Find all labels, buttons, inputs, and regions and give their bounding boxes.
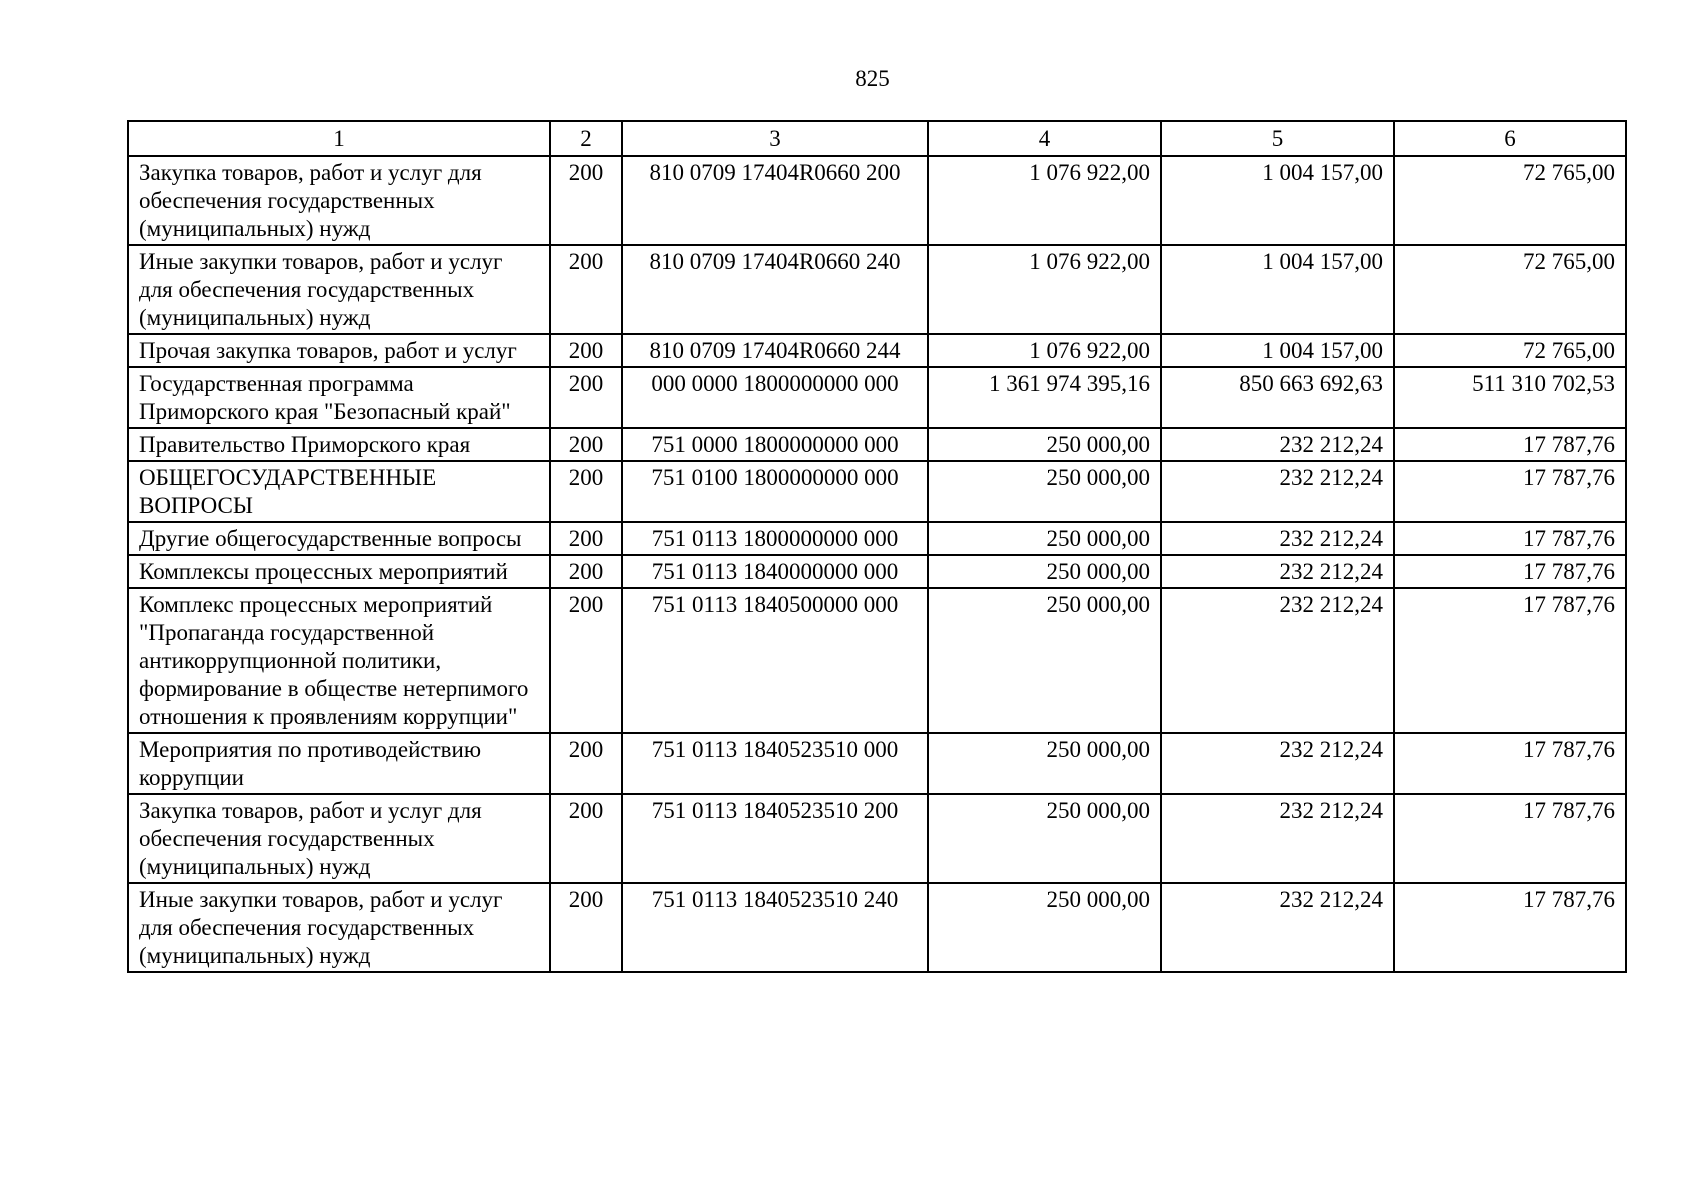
header-col-6: 6 (1394, 121, 1626, 156)
header-col-4: 4 (928, 121, 1161, 156)
header-col-3: 3 (622, 121, 928, 156)
header-col-2: 2 (550, 121, 622, 156)
row-amount-col5-cell: 232 212,24 (1161, 883, 1394, 972)
row-amount-col4-cell: 250 000,00 (928, 461, 1161, 522)
row-amount-col4-cell: 250 000,00 (928, 794, 1161, 883)
row-name-cell: Прочая закупка товаров, работ и услуг (128, 334, 550, 367)
row-amount-col4-cell: 250 000,00 (928, 588, 1161, 733)
row-name-cell: Комплексы процессных мероприятий (128, 555, 550, 588)
row-code-cell: 200 (550, 883, 622, 972)
row-amount-col4-cell: 250 000,00 (928, 522, 1161, 555)
row-amount-col5-cell: 232 212,24 (1161, 794, 1394, 883)
row-amount-col4-cell: 250 000,00 (928, 555, 1161, 588)
table-row (128, 555, 1626, 588)
row-amount-col4-cell: 250 000,00 (928, 883, 1161, 972)
table-row (128, 733, 1626, 794)
row-amount-col4-cell: 1 076 922,00 (928, 245, 1161, 334)
row-amount-col6-cell: 72 765,00 (1394, 245, 1626, 334)
row-code-cell: 200 (550, 794, 622, 883)
row-amount-col6-cell: 17 787,76 (1394, 588, 1626, 733)
row-kbk-cell: 751 0113 1800000000 000 (622, 522, 928, 555)
row-code-cell: 200 (550, 461, 622, 522)
row-amount-col5-cell: 850 663 692,63 (1161, 367, 1394, 428)
row-amount-col4-cell: 1 361 974 395,16 (928, 367, 1161, 428)
table-row (128, 428, 1626, 461)
row-amount-col5-cell: 232 212,24 (1161, 555, 1394, 588)
row-amount-col4-cell: 250 000,00 (928, 428, 1161, 461)
row-amount-col5-cell: 232 212,24 (1161, 733, 1394, 794)
row-kbk-cell: 751 0000 1800000000 000 (622, 428, 928, 461)
page-number: 825 (855, 66, 890, 91)
row-code-cell: 200 (550, 588, 622, 733)
row-name-cell: ОБЩЕГОСУДАРСТВЕННЫЕ ВОПРОСЫ (128, 461, 550, 522)
row-name-cell: Правительство Приморского края (128, 428, 550, 461)
row-amount-col5-cell: 1 004 157,00 (1161, 156, 1394, 245)
row-name-cell: Закупка товаров, работ и услуг для обеспечения государственных (муниципальных) нужд (128, 794, 550, 883)
row-code-cell: 200 (550, 733, 622, 794)
row-name-cell: Другие общегосударственные вопросы (128, 522, 550, 555)
row-kbk-cell: 810 0709 17404R0660 244 (622, 334, 928, 367)
row-name-cell: Иные закупки товаров, работ и услуг для обеспечения государственных (муниципальных) нужд (128, 245, 550, 334)
row-kbk-cell: 810 0709 17404R0660 200 (622, 156, 928, 245)
row-amount-col6-cell: 17 787,76 (1394, 522, 1626, 555)
table-row (128, 461, 1626, 522)
row-code-cell: 200 (550, 522, 622, 555)
row-amount-col6-cell: 17 787,76 (1394, 461, 1626, 522)
table-row (128, 245, 1626, 334)
row-name-cell: Закупка товаров, работ и услуг для обеспечения государственных (муниципальных) нужд (128, 156, 550, 245)
row-amount-col4-cell: 250 000,00 (928, 733, 1161, 794)
table-row (128, 334, 1626, 367)
row-amount-col5-cell: 232 212,24 (1161, 461, 1394, 522)
row-amount-col6-cell: 17 787,76 (1394, 794, 1626, 883)
table-row (128, 156, 1626, 245)
row-amount-col6-cell: 17 787,76 (1394, 555, 1626, 588)
header-col-1: 1 (128, 121, 550, 156)
row-amount-col6-cell: 511 310 702,53 (1394, 367, 1626, 428)
table-header-row (128, 121, 1626, 156)
table-row (128, 522, 1626, 555)
row-name-cell: Государственная программа Приморского края "Безопасный край" (128, 367, 550, 428)
row-code-cell: 200 (550, 334, 622, 367)
table-row (128, 367, 1626, 428)
row-code-cell: 200 (550, 367, 622, 428)
row-amount-col5-cell: 232 212,24 (1161, 588, 1394, 733)
row-amount-col6-cell: 72 765,00 (1394, 334, 1626, 367)
row-kbk-cell: 000 0000 1800000000 000 (622, 367, 928, 428)
budget-table (127, 120, 1627, 973)
row-code-cell: 200 (550, 156, 622, 245)
row-kbk-cell: 751 0113 1840500000 000 (622, 588, 928, 733)
row-kbk-cell: 810 0709 17404R0660 240 (622, 245, 928, 334)
header-col-5: 5 (1161, 121, 1394, 156)
row-name-cell: Иные закупки товаров, работ и услуг для обеспечения государственных (муниципальных) нужд (128, 883, 550, 972)
row-kbk-cell: 751 0100 1800000000 000 (622, 461, 928, 522)
row-code-cell: 200 (550, 428, 622, 461)
row-code-cell: 200 (550, 245, 622, 334)
row-amount-col4-cell: 1 076 922,00 (928, 334, 1161, 367)
row-amount-col6-cell: 17 787,76 (1394, 883, 1626, 972)
row-amount-col4-cell: 1 076 922,00 (928, 156, 1161, 245)
row-kbk-cell: 751 0113 1840523510 200 (622, 794, 928, 883)
row-amount-col5-cell: 232 212,24 (1161, 428, 1394, 461)
row-kbk-cell: 751 0113 1840523510 000 (622, 733, 928, 794)
row-name-cell: Комплекс процессных мероприятий "Пропаганда государственной антикоррупционной политики, формирование в обществе нетерпимого отношения к проявлениям коррупции" (128, 588, 550, 733)
row-amount-col6-cell: 72 765,00 (1394, 156, 1626, 245)
row-amount-col5-cell: 1 004 157,00 (1161, 245, 1394, 334)
row-name-cell: Мероприятия по противодействию коррупции (128, 733, 550, 794)
table-row (128, 588, 1626, 733)
row-code-cell: 200 (550, 555, 622, 588)
table-row (128, 794, 1626, 883)
table-row (128, 883, 1626, 972)
row-kbk-cell: 751 0113 1840000000 000 (622, 555, 928, 588)
row-amount-col6-cell: 17 787,76 (1394, 733, 1626, 794)
row-amount-col6-cell: 17 787,76 (1394, 428, 1626, 461)
row-amount-col5-cell: 1 004 157,00 (1161, 334, 1394, 367)
row-amount-col5-cell: 232 212,24 (1161, 522, 1394, 555)
row-kbk-cell: 751 0113 1840523510 240 (622, 883, 928, 972)
